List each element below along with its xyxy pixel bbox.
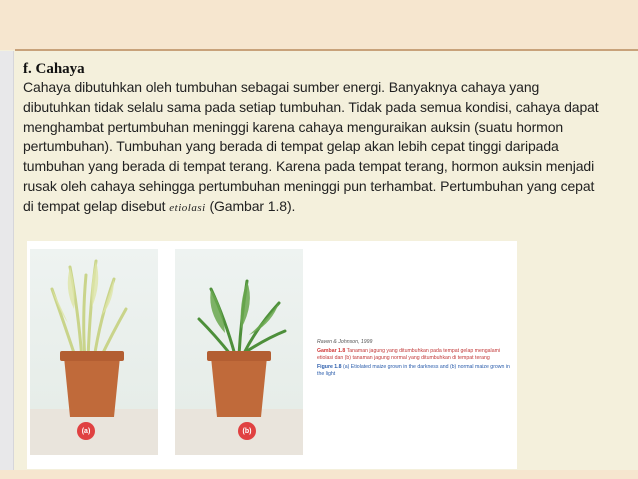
caption-en-text: (a) Etiolated maize grown in the darkness and (b) normal maize grown in the light xyxy=(317,364,510,377)
top-band xyxy=(0,0,638,50)
bottom-band xyxy=(0,470,638,479)
caption-english xyxy=(317,364,517,378)
header-rule xyxy=(15,49,638,51)
figure-1-8 xyxy=(27,241,517,469)
photo-normal-maize xyxy=(175,249,303,455)
slide-content xyxy=(23,60,603,219)
body-paragraph xyxy=(23,78,603,219)
section-heading: f. Cahaya xyxy=(23,61,85,77)
label-b-badge: (b) xyxy=(238,422,256,440)
figure-reference: (Gambar 1.8). xyxy=(209,197,296,214)
photo-etiolated-maize xyxy=(30,249,158,455)
caption-en-label: Figure 1.8 xyxy=(317,364,342,370)
caption-id-text: Tanaman jagung yang ditumbuhkan pada tempat gelap mengalami etiolasi dan (b) tanaman jagung normal yang ditumbuhkan di tempat terang xyxy=(317,348,501,361)
left-accent-bar xyxy=(0,51,14,479)
figure-caption xyxy=(317,339,517,378)
caption-id-label: Gambar 1.8 xyxy=(317,348,346,354)
figure-credit: Raven & Johnson, 1999 xyxy=(317,339,373,345)
caption-indonesian xyxy=(317,348,517,362)
paragraph-text: Cahaya dibutuhkan oleh tumbuhan sebagai sumber energi. Banyaknya cahaya yang dibutuhkan tidak selalu sama pada setiap tumbuhan. Tidak pada semua kondisi, cahaya dapat menghambat pertumbuhan meninggi karena cahaya menguraikan auksin (suatu hormon pertumbuhan). Tumbuhan yang berada di tempat gelap akan lebih cepat tinggi daripada tumbuhan yang berada di tempat terang. Karena pada tempat terang, hormon auksin menjadi rusak oleh cahaya sehingga pertumbuhan meninggi pun terhambat. Pertumbuhan yang cepat di tempat gelap disebut xyxy=(23,79,599,214)
term-etiolasi: etiolasi xyxy=(169,201,206,214)
label-a-badge: (a) xyxy=(77,422,95,440)
